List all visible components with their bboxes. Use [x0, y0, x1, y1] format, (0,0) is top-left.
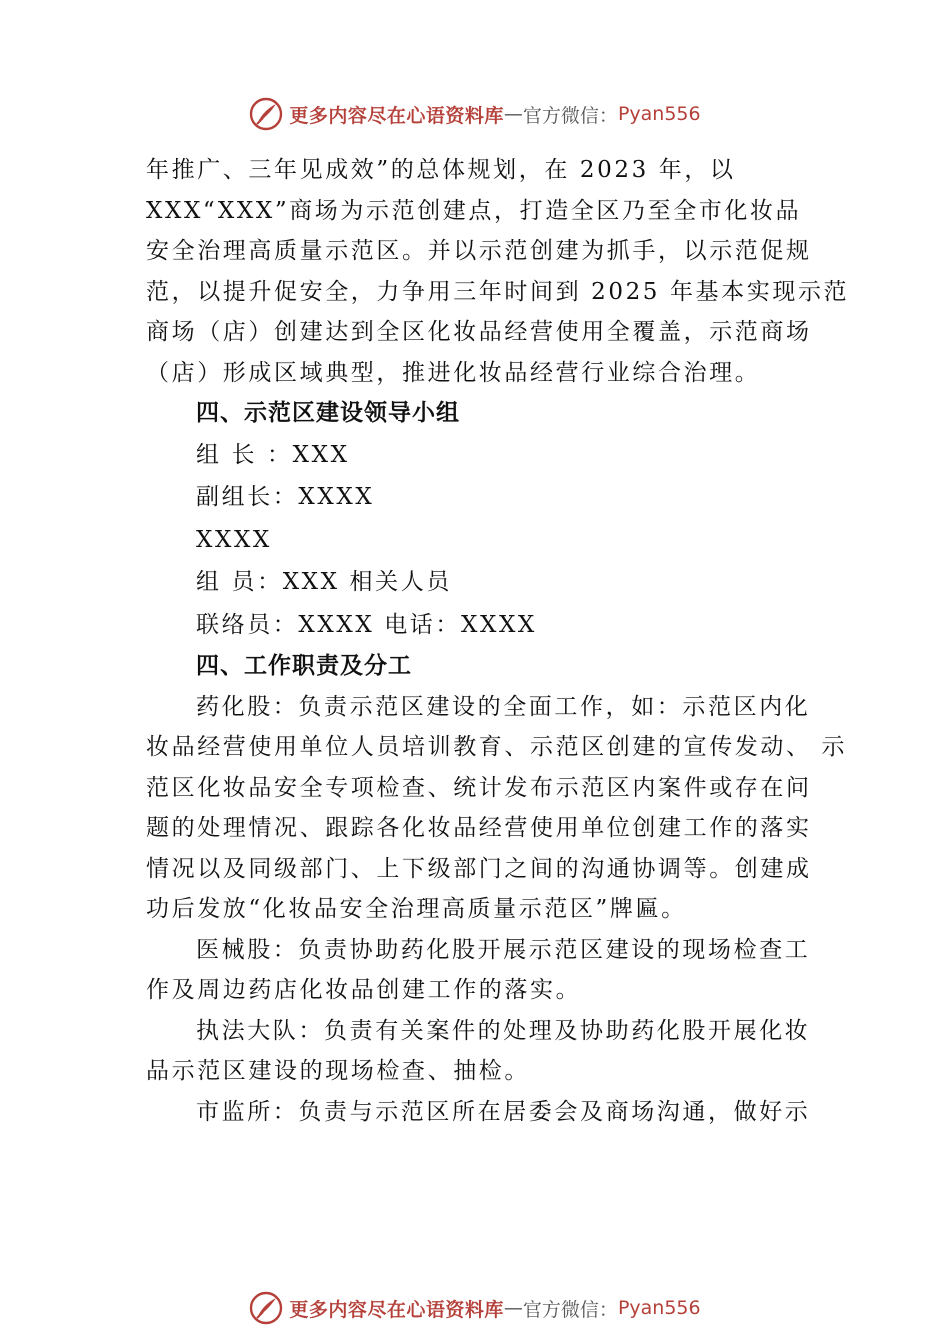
text-line: 商场（店）创建达到全区化妆品经营使用全覆盖，示范商场: [146, 319, 812, 345]
text-line: 品示范区建设的现场检查、抽检。: [146, 1058, 530, 1084]
document-body: [146, 150, 850, 1132]
text-line: XXX“XXX”商场为示范创建点，打造全区乃至全市化妆品: [146, 197, 802, 224]
members-line: 组 员：XXX 相关人员: [196, 569, 452, 595]
text-line: 情况以及同级部门、上下级部门之间的沟通协调等。创建成: [146, 855, 812, 882]
text-line: 药化股：负责示范区建设的全面工作，如：示范区内化: [196, 693, 811, 720]
text-line: （店）形成区域典型，推进化妆品经营行业综合治理。: [146, 359, 761, 386]
text-line: 题的处理情况、跟踪各化妆品经营使用单位创建工作的落实: [146, 815, 812, 841]
watermark-wechat-id: Pyan556: [617, 1297, 701, 1319]
paragraph-continuation: [146, 150, 850, 393]
text-line: 医械股：负责协助药化股开展示范区建设的现场检查工: [196, 936, 811, 963]
paragraph-device: [146, 930, 810, 1011]
watermark-official-label: 官方微信：: [522, 1298, 618, 1321]
header-watermark: [0, 94, 950, 134]
watermark-title: 更多内容尽在心语资料库: [289, 104, 504, 127]
footer-watermark: [0, 1288, 950, 1328]
watermark-wechat-id: Pyan556: [617, 103, 701, 125]
section-heading-duties: 四、工作职责及分工: [196, 653, 412, 679]
watermark-title: 更多内容尽在心语资料库: [289, 1298, 504, 1321]
text-line: 范，以提升促安全，力争用三年时间到 2025 年基本实现示范: [146, 278, 850, 305]
paragraph-pharma: [146, 687, 848, 930]
watermark-dash: —: [503, 103, 523, 125]
section-heading-leadership: 四、示范区建设领导小组: [196, 400, 460, 426]
paragraph-enforcement: [146, 1011, 810, 1092]
liaison-line: 联络员：XXXX 电话：XXXX: [196, 611, 537, 638]
text-line: 妆品经营使用单位人员培训教育、示范区创建的宣传发动、 示: [146, 734, 848, 760]
text-line: 年推广、三年见成效”的总体规划，在 2023 年，以: [146, 157, 736, 183]
paragraph-market: [146, 1092, 810, 1133]
text-line: 市监所：负责与示范区所在居委会及商场沟通，做好示: [196, 1098, 811, 1125]
duties-section: [146, 646, 848, 1132]
deputy-extra-line: XXXX: [196, 526, 272, 553]
text-line: 作及周边药店化妆品创建工作的落实。: [146, 977, 582, 1003]
watermark-official-label: 官方微信：: [522, 104, 618, 127]
quill-logo-icon: [249, 97, 283, 131]
leadership-section: [146, 393, 810, 646]
watermark-dash: —: [503, 1297, 523, 1319]
quill-logo-icon: [249, 1291, 283, 1325]
text-line: 范区化妆品安全专项检查、统计发布示范区内案件或存在问: [146, 774, 812, 801]
deputy-line: 副组长：XXXX: [196, 484, 375, 510]
text-line: 功后发放“化妆品安全治理高质量示范区”牌匾。: [146, 896, 687, 922]
text-line: 安全治理高质量示范区。并以示范创建为抓手，以示范促规: [146, 238, 812, 264]
leader-line: 组 长 ：XXX: [196, 441, 350, 468]
text-line: 执法大队：负责有关案件的处理及协助药化股开展化妆: [196, 1017, 811, 1044]
